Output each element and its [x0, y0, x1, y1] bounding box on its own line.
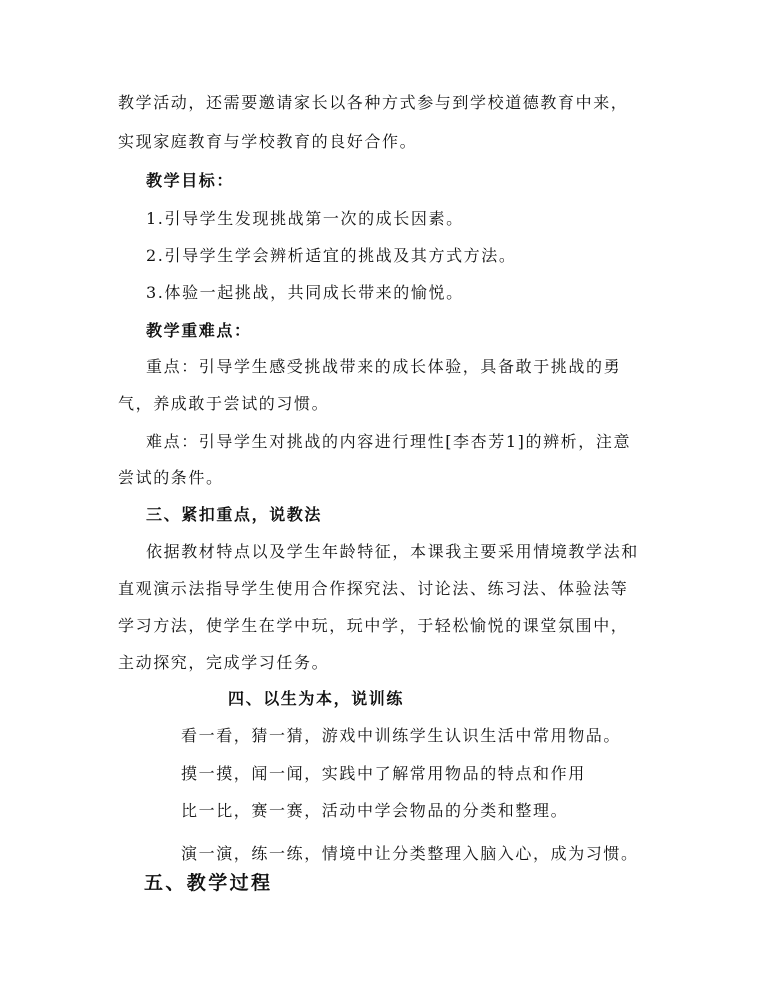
section3-heading: 三、紧扣重点，说教法	[146, 505, 323, 524]
focus-line-1: 重点：引导学生感受挑战带来的成长体验，具备敢于挑战的勇	[146, 357, 622, 376]
section4-item-4: 演一演，练一练，情境中让分类整理入脑入心，成为习惯。	[181, 844, 639, 863]
goals-heading: 教学目标：	[146, 171, 235, 190]
focus-line-2: 气，养成敢于尝试的习惯。	[118, 394, 330, 413]
difficulty-line-2: 尝试的条件。	[118, 468, 224, 487]
section3-line-1: 依据教材特点以及学生年龄特征，本课我主要采用情境教学法和	[146, 542, 639, 561]
goal-item-3: 3.体验一起挑战，共同成长带来的愉悦。	[146, 283, 464, 302]
section3-line-3: 学习方法，使学生在学中玩，玩中学，于轻松愉悦的课堂氛围中，	[118, 616, 629, 635]
difficulty-line-1: 难点：引导学生对挑战的内容进行理性[李杏芳1]的辨析，注意	[146, 432, 632, 451]
intro-line-2: 实现家庭教育与学校教育的良好合作。	[118, 132, 418, 151]
goal-item-1: 1.引导学生发现挑战第一次的成长因素。	[146, 209, 464, 228]
section3-line-2: 直观演示法指导学生使用合作探究法、讨论法、练习法、体验法等	[118, 579, 629, 598]
section4-item-3: 比一比，赛一赛，活动中学会物品的分类和整理。	[181, 801, 569, 820]
section3-line-4: 主动探究，完成学习任务。	[118, 653, 330, 672]
intro-line-1: 教学活动，还需要邀请家长以各种方式参与到学校道德教育中来，	[118, 93, 629, 112]
section4-heading: 四、以生为本，说训练	[228, 689, 405, 708]
key-points-heading: 教学重难点：	[146, 321, 252, 340]
section5-heading: 五、教学过程	[144, 872, 273, 894]
section4-item-2: 摸一摸，闻一闻，实践中了解常用物品的特点和作用	[181, 764, 586, 783]
section4-item-1: 看一看，猜一猜，游戏中训练学生认识生活中常用物品。	[181, 726, 622, 745]
goal-item-2: 2.引导学生学会辨析适宜的挑战及其方式方法。	[146, 246, 517, 265]
